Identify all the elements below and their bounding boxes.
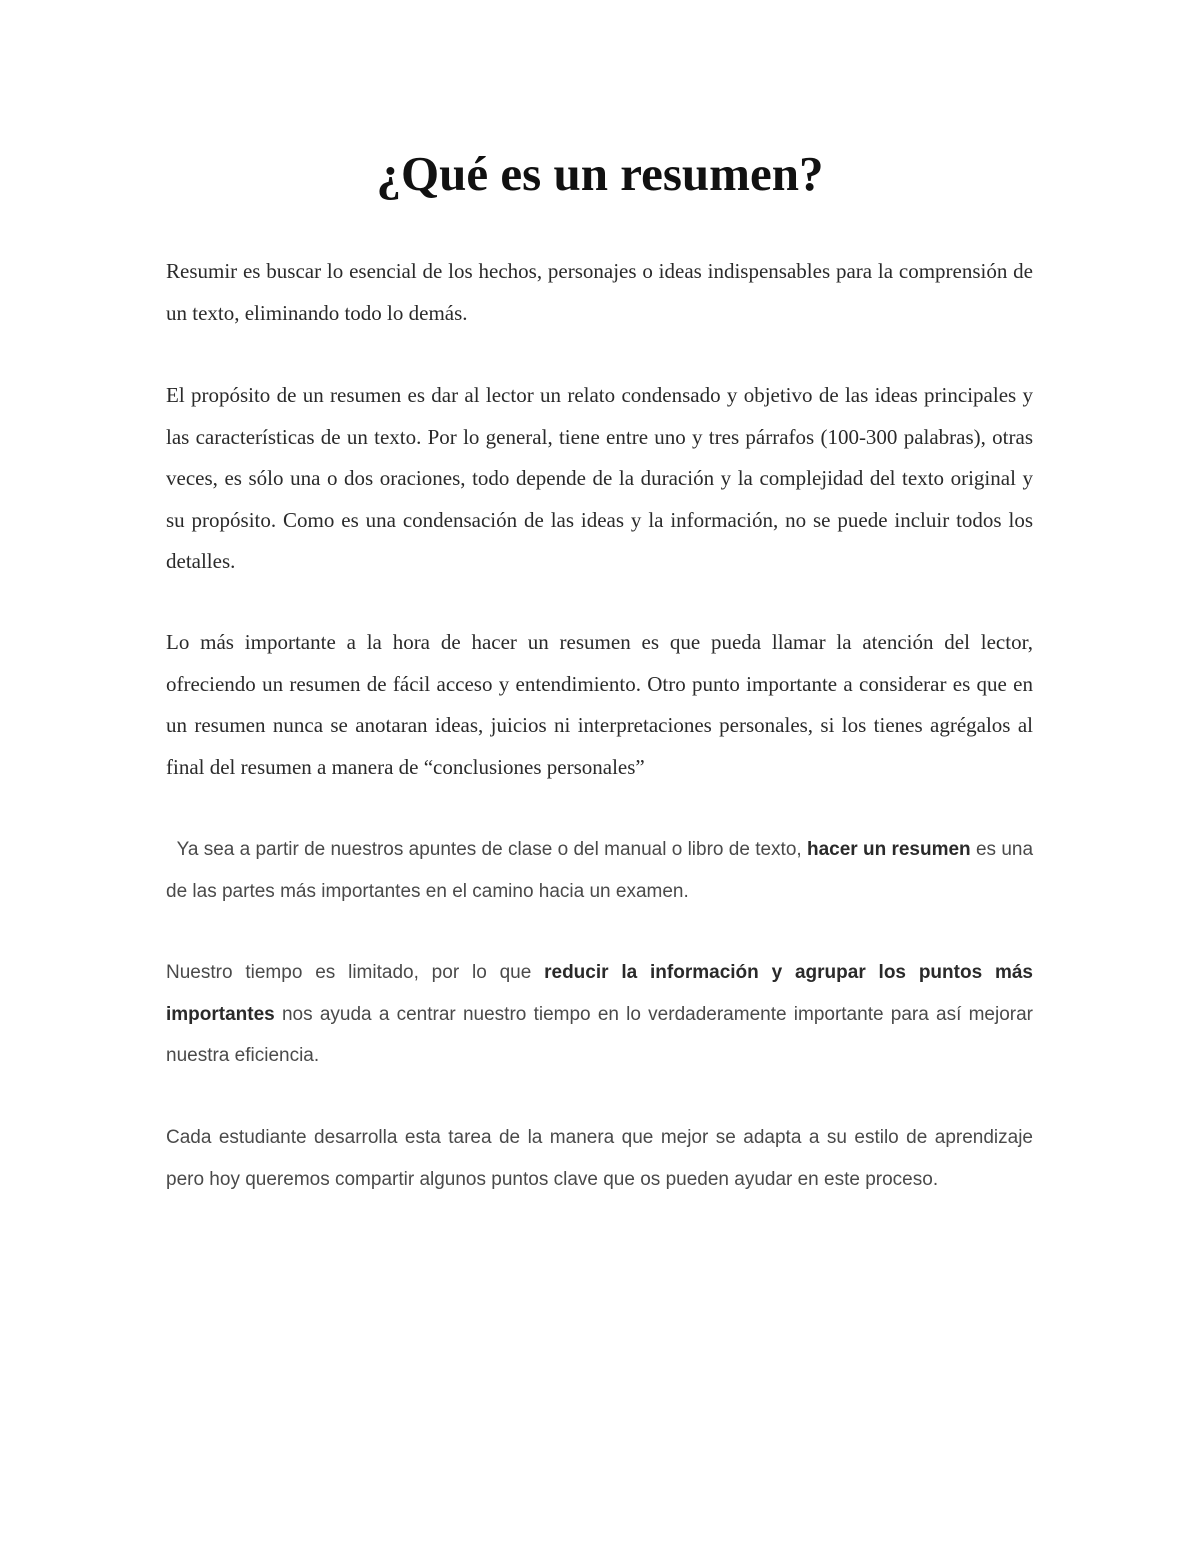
paragraph-time <box>166 952 1033 1077</box>
paragraph-time-bold: reducir la información y agrupar los puntos más importantes <box>166 962 1033 1025</box>
paragraph-exam-text-start: Ya sea a partir de nuestros apuntes de clase o del manual o libro de texto, <box>176 839 807 860</box>
paragraph-purpose: El propósito de un resumen es dar al lector un relato condensado y objetivo de las ideas principales y las características de un texto. Por lo general, tiene entre uno y tres párrafos (100-300 palabras), otras veces, es sólo una o dos oraciones, todo depende de la duración y la complejidad del texto original y su propósito. Como es una condensación de las ideas y la información, no se puede incluir todos los detalles. <box>166 383 1033 573</box>
paragraph-time-text-start: Nuestro tiempo es limitado, por lo que <box>166 962 545 983</box>
paragraph-importance: Lo más importante a la hora de hacer un resumen es que pueda llamar la atención del lector, ofreciendo un resumen de fácil acceso y entendimiento. Otro punto importante a considerar es que en un resumen nunca se anotaran ideas, juicios ni interpretaciones personales, si los tienes agrégalos al final del resumen a manera de “conclusiones personales” <box>166 630 1033 779</box>
paragraph-exam-bold: hacer un resumen <box>806 839 971 860</box>
paragraph-definition: Resumir es buscar lo esencial de los hechos, personajes o ideas indispensables para la comprensión de un texto, eliminando todo lo demás. <box>166 259 1033 325</box>
paragraph-exam-text-end: es una de las partes más importantes en el camino hacia un examen. <box>166 839 1034 902</box>
paragraph-exam <box>166 829 1033 912</box>
paragraph-students: Cada estudiante desarrolla esta tarea de la manera que mejor se adapta a su estilo de aprendizaje pero hoy queremos compartir algunos puntos clave que os pueden ayudar en este proceso. <box>166 1127 1033 1190</box>
paragraph-time-text-end: nos ayuda a centrar nuestro tiempo en lo verdaderamente importante para así mejorar nuestra eficiencia. <box>166 1003 1033 1066</box>
page-title: ¿Qué es un resumen? <box>376 146 824 201</box>
